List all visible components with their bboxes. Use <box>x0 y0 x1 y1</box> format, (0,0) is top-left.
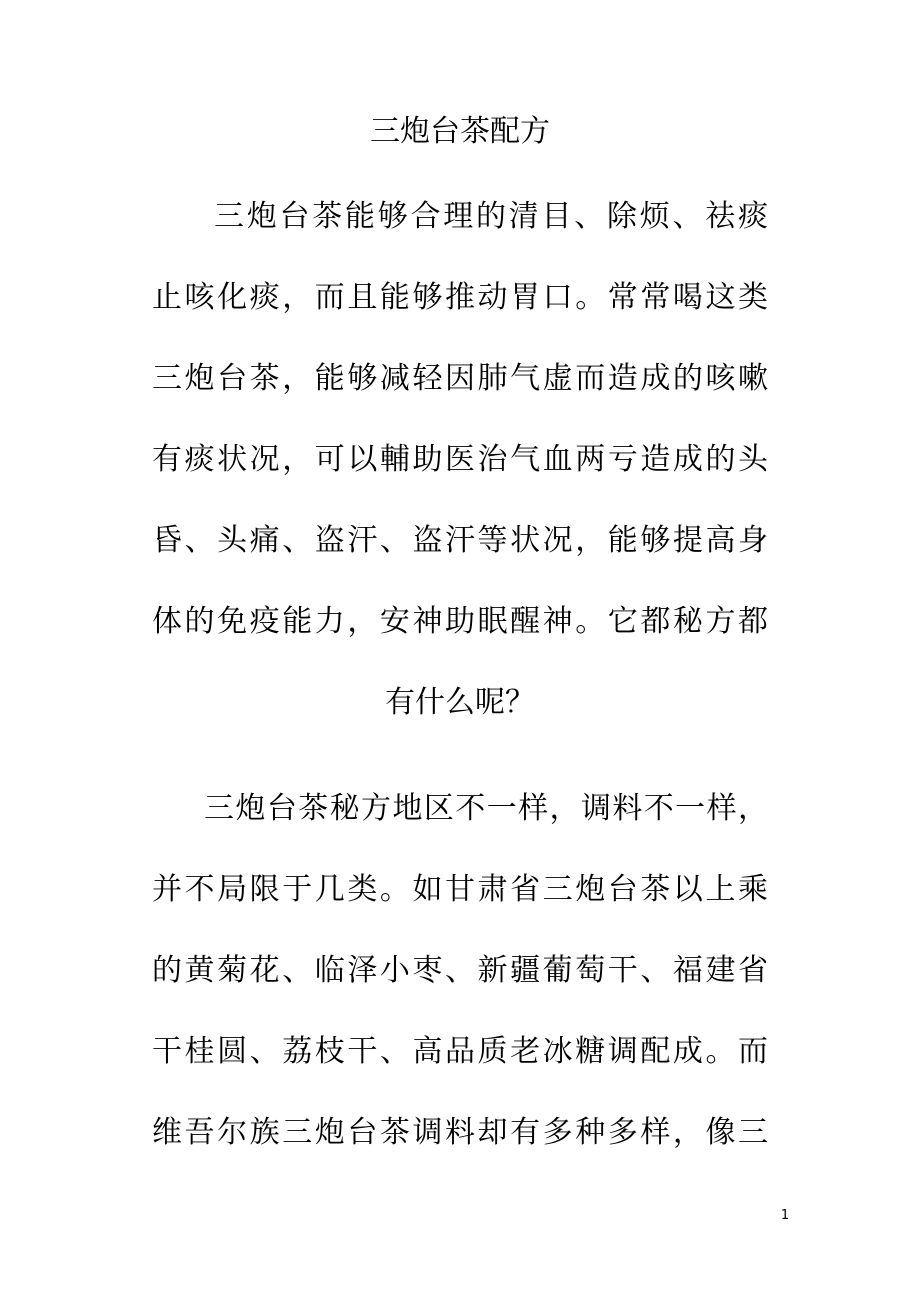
paragraph-line: 有痰状况，可以輔助医治气血两亏造成的头 <box>152 442 768 477</box>
paragraph-line: 体的免疫能力，安神助眠醒神。它都秘方都 <box>152 604 768 639</box>
paragraph-line: 昏、头痛、盗汗、盗汗等状况，能够提高身 <box>152 523 768 558</box>
paragraph-line: 并不局限于几类。如甘肃省三炮台茶以上乘 <box>152 872 768 907</box>
paragraph-2 <box>152 768 768 1173</box>
paragraph-1 <box>152 176 768 743</box>
paragraph-line: 维吾尔族三炮台茶调料却有多种多样，像三 <box>152 1115 768 1150</box>
paragraph-line: 三炮台茶能够合理的清目、除烦、祛痰 <box>214 199 768 234</box>
paragraph-line: 三炮台茶，能够减轻因肺气虚而造成的咳嗽 <box>152 361 768 396</box>
paragraph-line: 三炮台茶秘方地区不一样，调料不一样， <box>204 791 768 826</box>
paragraph-line: 干桂圆、荔枝干、高品质老冰糖调配成。而 <box>152 1034 768 1069</box>
page-number: 1 <box>780 1208 790 1223</box>
paragraph-line: 有什么呢？ <box>385 685 535 720</box>
paragraph-line: 止咳化痰，而且能够推动胃口。常常喝这类 <box>152 280 768 315</box>
document-title: 三炮台茶配方 <box>370 114 550 149</box>
paragraph-line: 的黄菊花、临泽小枣、新疆葡萄干、福建省 <box>152 953 768 988</box>
